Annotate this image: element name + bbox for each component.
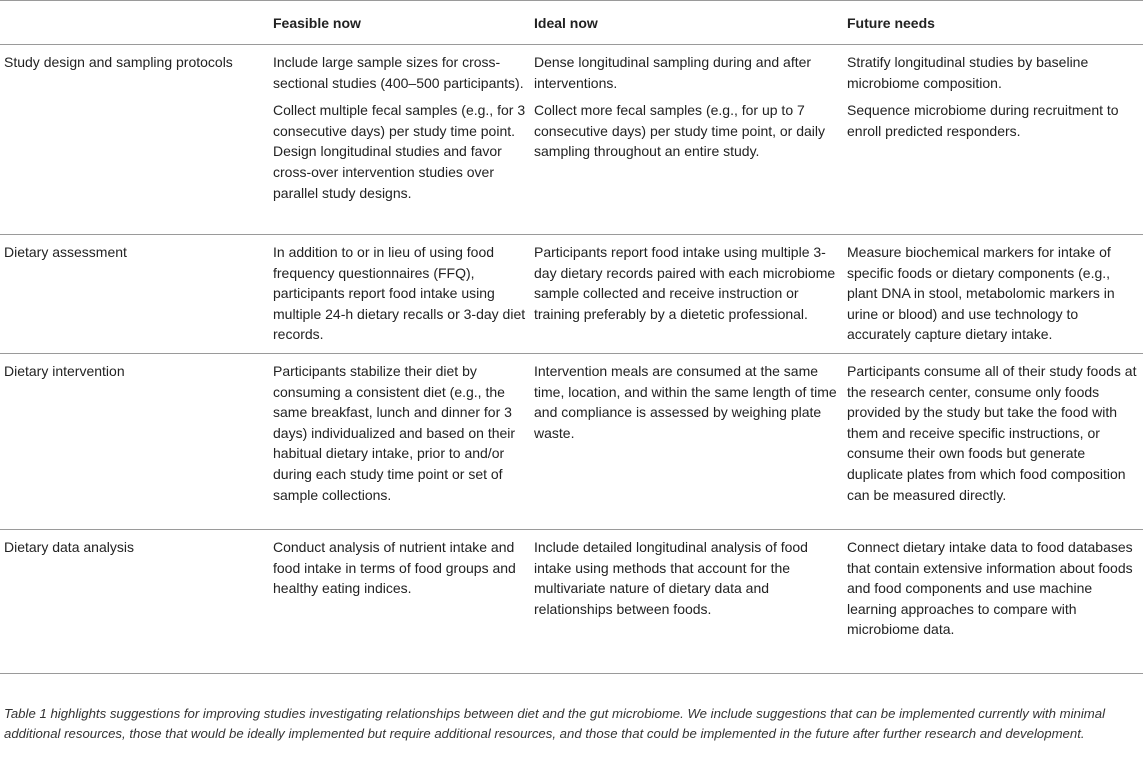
table-row — [0, 45, 1143, 235]
row-label: Study design and sampling protocols — [0, 45, 269, 235]
cell-paragraph: Conduct analysis of nutrient intake and food intake in terms of food groups and healthy eating indices. — [273, 538, 516, 597]
table-row — [0, 235, 1143, 354]
future-needs-cell — [843, 529, 1143, 673]
table-row — [0, 353, 1143, 529]
feasible-now-cell — [269, 529, 530, 673]
cell-paragraph: Include detailed longitudinal analysis of food intake using methods that account for the multivariate nature of dietary data and relationships between foods. — [534, 538, 808, 617]
feasible-now-cell — [269, 235, 530, 354]
cell-paragraph: Collect multiple fecal samples (e.g., for 3 consecutive days) per study time point. Design longitudinal studies and favor cross-over intervention studies over parallel study designs. — [273, 102, 526, 201]
ideal-now-cell — [530, 353, 843, 529]
ideal-now-cell — [530, 235, 843, 354]
cell-paragraph: Participants stabilize their diet by consuming a consistent diet (e.g., the same breakfast, lunch and dinner for 3 days) individualized and based on their habitual dietary intake, prior to and/or during each study time point or set of sample collections. — [273, 362, 516, 503]
table-row — [0, 529, 1143, 673]
feasible-now-cell — [269, 353, 530, 529]
table-header-row — [0, 1, 1143, 45]
cell-paragraph: Participants report food intake using multiple 3-day dietary records paired with each microbiome sample collected and receive instruction or training preferably by a dietetic professional. — [534, 244, 836, 322]
cell-paragraph: Stratify longitudinal studies by baseline microbiome composition. — [847, 54, 1089, 91]
future-needs-cell — [843, 235, 1143, 354]
header-feasible-now: Feasible now — [269, 1, 530, 45]
cell-paragraph: Connect dietary intake data to food databases that contain extensive information about foods and food components and use machine learning approaches to compare with microbiome data. — [847, 538, 1133, 638]
cell-paragraph: In addition to or in lieu of using food frequency questionnaires (FFQ), participants report food intake using multiple 24-h dietary recalls or 3-day diet records. — [273, 244, 526, 343]
cell-paragraph: Collect more fecal samples (e.g., for up to 7 consecutive days) per study time point, or daily sampling throughout an entire study. — [534, 102, 826, 160]
cell-paragraph: Sequence microbiome during recruitment to enroll predicted responders. — [847, 102, 1119, 139]
cell-paragraph: Dense longitudinal sampling during and after interventions. — [534, 54, 812, 91]
cell-paragraph: Intervention meals are consumed at the same time, location, and within the same length of time and compliance is assessed by weighing plate waste. — [534, 362, 837, 441]
cell-paragraph: Participants consume all of their study foods at the research center, consume only foods provided by the study but take the food with them and receive specific instructions, or consume their own foods but generate duplicate plates from which food composition can be measured directly. — [847, 362, 1137, 503]
ideal-now-cell — [530, 529, 843, 673]
header-empty — [0, 1, 269, 45]
header-future-needs: Future needs — [843, 1, 1143, 45]
table-caption: Table 1 highlights suggestions for improving studies investigating relationships between diet and the gut microbiome. We include suggestions that can be implemented currently with minimal additional resources, those that would be ideally implemented but require additional resources, and those that could be implemented in the future after further research and development. — [4, 706, 1106, 741]
header-ideal-now: Ideal now — [530, 1, 843, 45]
future-needs-cell — [843, 353, 1143, 529]
row-label: Dietary assessment — [0, 235, 269, 354]
cell-paragraph: Measure biochemical markers for intake of specific foods or dietary components (e.g., plant DNA in stool, metabolomic markers in urine or blood) and use technology to accurately capture dietary intake. — [847, 244, 1115, 343]
future-needs-cell — [843, 45, 1143, 235]
ideal-now-cell — [530, 45, 843, 235]
row-label: Dietary data analysis — [0, 529, 269, 673]
cell-paragraph: Include large sample sizes for cross-sectional studies (400–500 participants). — [273, 54, 524, 91]
feasible-now-cell — [269, 45, 530, 235]
row-label: Dietary intervention — [0, 353, 269, 529]
